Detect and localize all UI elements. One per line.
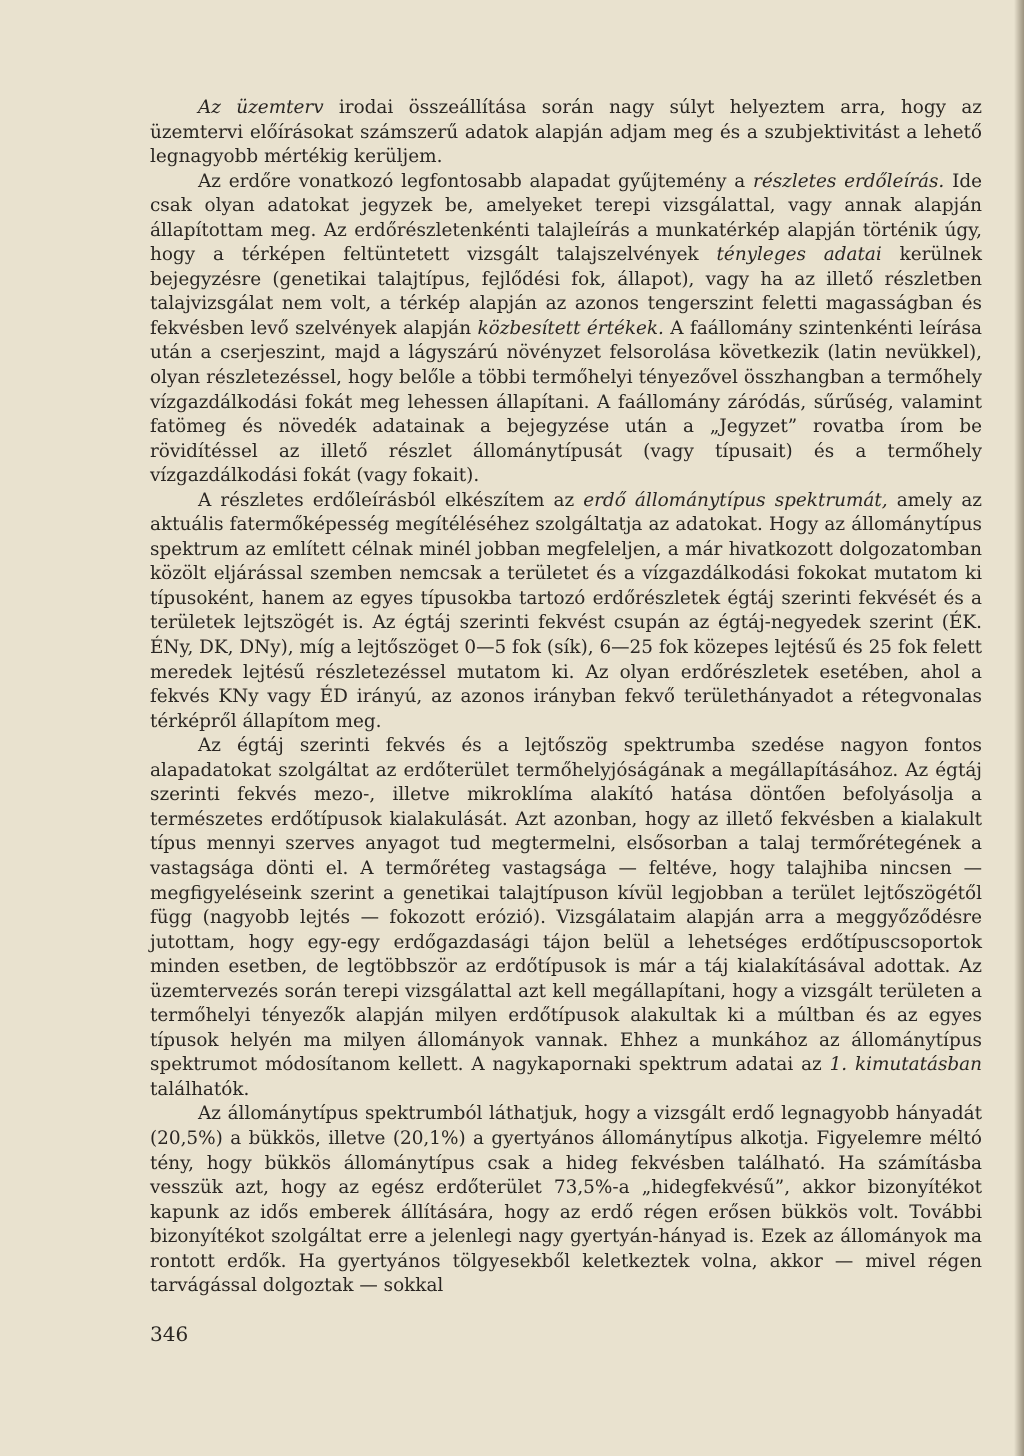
text-run: találhatók. xyxy=(150,1078,250,1100)
italic-run: Az üzemterv xyxy=(198,97,324,118)
paragraph xyxy=(150,96,982,170)
text-run: Az égtáj szerinti fekvés és a lejtőszög spektrumba szedése nagyon fontos alapadatokat szolgáltat az erdőterület termőhelyjóságának a megállapításához. Az égtáj szerinti fekvés mezo-, illetve mikroklíma alakító hatása döntően befolyásolja a természetes erdőtípusok kialakulását. Azt azonban, hogy az illető fekvésben a kialakult típus mennyi szerves anyagot tud megtermelni, elsősorban a talaj termőrétegének a vastagsága dönti el. A termőréteg vastagsága — feltéve, hogy talajhiba nincsen — megfigyeléseink szerint a genetikai talajtípuson kívül legjobban a terület lejtőszögétől függ (nagyobb lejtés — fokozott erózió). Vizsgálataim alapján arra a meggyőződésre jutottam, hogy egy-egy erdőgazdasági tájon belül a lehetséges erdőtípuscsoportok minden esetben, de legtöbbször az erdőtípusok is már a táj kialakításával adottak. Az üzemtervezés során terepi vizsgálattal azt kell megállapítani, hogy a vizsgált területen a termőhelyi tényezők alapján milyen erdőtípusok alakultak ki a múltban és az egyes típusok helyén ma milyen állományok vannak. Ehhez a munkához az állománytípus spektrumot módosítanom kellett. A nagykapornaki spektrum adatai az xyxy=(150,735,982,1076)
paragraph xyxy=(150,489,982,734)
text-run: A részletes erdőleírásból elkészítem az xyxy=(198,489,584,511)
italic-run: részletes erdőleírás. xyxy=(753,170,945,192)
paragraph xyxy=(150,734,982,1102)
body-text xyxy=(150,96,982,1299)
page-number: 346 xyxy=(150,1322,189,1346)
text-run: irodai összeállítása során nagy súlyt helyeztem arra, hogy az üzemtervi előírásokat számszerű adatok alapján adjam meg és a szubjektivitást a lehető legnagyobb mértékig kerüljem. xyxy=(150,97,982,168)
italic-run: tényleges adatai xyxy=(716,244,882,266)
paragraph xyxy=(150,1102,982,1298)
text-run: A faállomány szintenkénti leírása után a cserjeszint, majd a lágyszárú növényzet felsorolása következik (latin nevükkel), olyan részletezéssel, hogy belőle a többi termőhelyi tényezővel összhangban a termőhely vízgazdálkodási fokát meg lehessen állapítani. A faállomány záródás, sűrűség, valamint fatömeg és növedék adatainak a bejegyzése után a „Jegyzet” rovatba írom be rövidítéssel az illető részlet állománytípusát (vagy típusait) és a termőhely vízgazdálkodási fokát (vagy fokait). xyxy=(150,317,983,487)
text-run: amely az aktuális fatermőképesség megítéléséhez szolgáltatja az adatokat. Hogy az állománytípus spektrum az említett célnak minél jobban megfeleljen, a már hivatkozott dolgozatomban közölt eljárással szemben nemcsak a területet és a vízgazdálkodási fokokat mutatom ki típusoként, hanem az egyes típusokba tartozó erdőrészletek égtáj szerinti fekvését és a területek lejtszögét is. Az égtáj szerinti fekvést csupán az égtáj-negyedek szerint (ÉK. ÉNy, DK, DNy), míg a lejtőszöget 0—5 fok (sík), 6—25 fok közepes lejtésű és 25 fok felett meredek lejtésű részletezéssel mutatom ki. Az olyan erdőrészletek esetében, ahol a fekvés KNy vagy ÉD irányú, az azonos irányban fekvő területhányadot a rétegvonalas térképről állapítom meg. xyxy=(150,489,982,732)
paragraph xyxy=(150,170,982,489)
text-run: kerülnek bejegyzésre (genetikai talajtípus, fejlődési fok, állapot), vagy ha az illető részletben talajvizsgálat nem volt, a térkép alapján az azonos tengerszint feletti magasságban és fekvésben levő szelvények alapján xyxy=(150,244,982,339)
italic-run: közbesített értékek. xyxy=(477,317,664,339)
italic-run: 1. kimutatásban xyxy=(829,1054,982,1076)
page-edge-shadow xyxy=(1014,0,1024,1456)
text-run: Ide csak olyan adatokat jegyzek be, amelyeket terepi vizsgálattal, vagy annak alapján állapítottam meg. Az erdőrészletenkénti talajleírás a munkatérkép alapján történik úgy, hogy a térképen feltüntetett vizsgált talajszelvények xyxy=(150,170,982,266)
italic-run: erdő állománytípus spektrumát, xyxy=(583,489,888,511)
text-run: Az állománytípus spektrumból láthatjuk, hogy a vizsgált erdő legnagyobb hányadát (20,5%) a bükkös, illetve (20,1%) a gyertyános állománytípus alkotja. Figyelemre méltó tény, hogy bükkös állománytípus csak a hideg fekvésben található. Ha számításba vesszük azt, hogy az egész erdőterület 73,5%-a „hidegfekvésű”, akkor bizonyítékot kapunk az idős emberek állítására, hogy az erdő régen erősen bükkös volt. További bizonyítékot szolgáltat erre a jelenlegi nagy gyertyán-hányad is. Ezek az állományok ma rontott erdők. Ha gyertyános tölgyesekből keletkeztek volna, akkor — mivel régen tarvágással dolgoztak — sokkal xyxy=(150,1103,982,1297)
text-run: Az erdőre vonatkozó legfontosabb alapadat gyűjtemény a xyxy=(198,170,754,192)
